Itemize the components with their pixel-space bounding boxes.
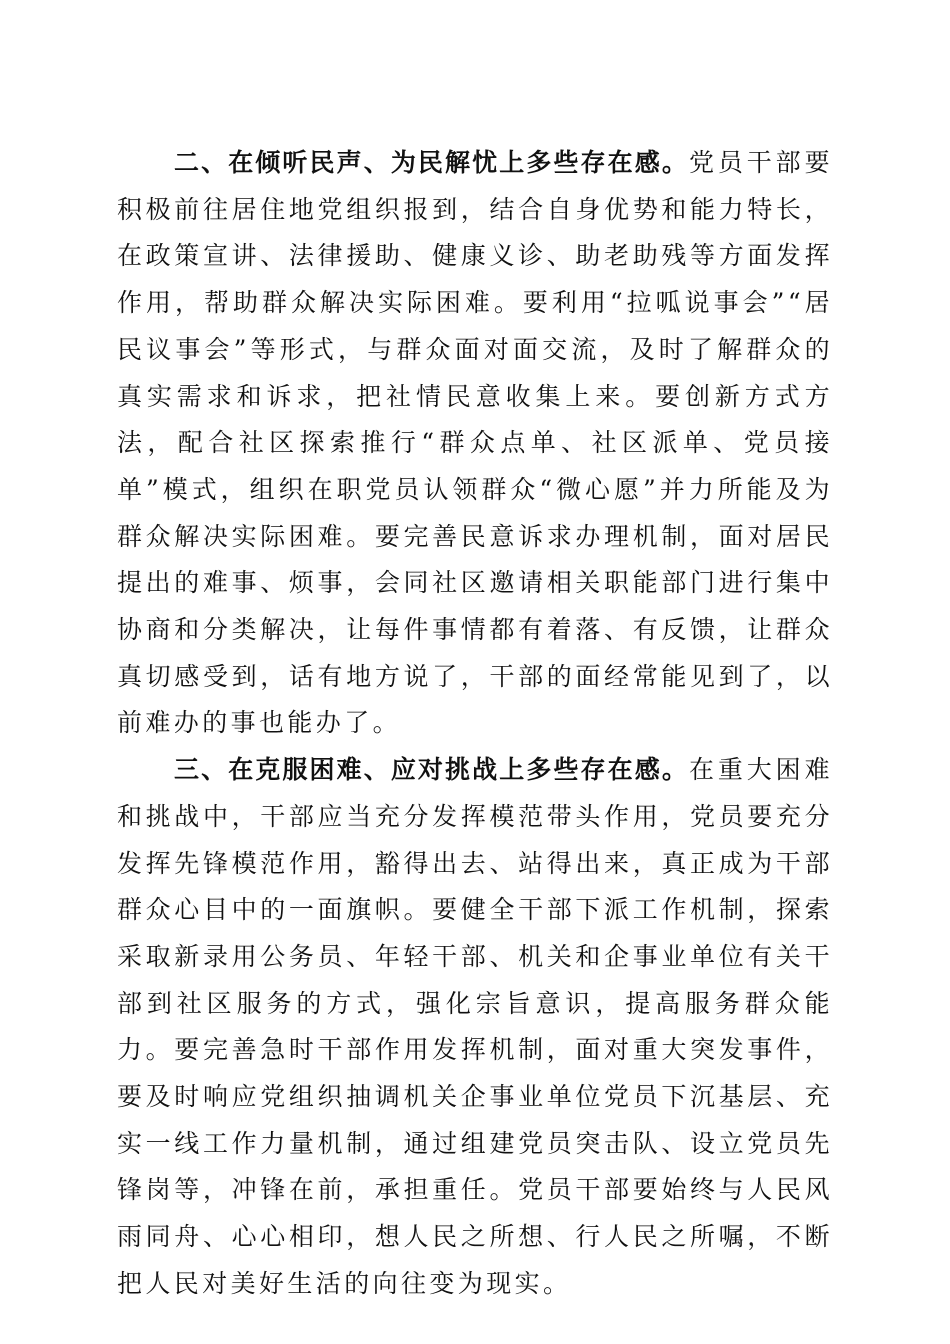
section-3-heading: 三、在克服困难、应对挑战上多些存在感。 — [174, 755, 689, 785]
section-3-body: 在重大困难和挑战中，干部应当充分发挥模范带头作用，党员要充分发挥先锋模范作用，豁得出去、站得出来，真正成为干部群众心目中的一面旗帜。要健全干部下派工作机制，探索采取新录用公务员、年轻干部、机关和企事业单位有关干部到社区服务的方式，强化宗旨意识，提高服务群众能力。要完善急时干部作用发挥机制，面对重大突发事件，要及时响应党组织抽调机关企事业单位党员下沉基层、充实一线工作力量机制，通过组建党员突击队、设立党员先锋岗等，冲锋在前，承担重任。党员干部要始终与人民风雨同舟、心心相印，想人民之所想、行人民之所嘱，不断把人民对美好生活的向往变为现实。 — [117, 755, 833, 1298]
paragraph-section-2 — [117, 140, 833, 747]
paragraph-section-3 — [117, 747, 833, 1307]
section-2-body: 党员干部要积极前往居住地党组织报到，结合自身优势和能力特长，在政策宣讲、法律援助、健康义诊、助老助残等方面发挥作用，帮助群众解决实际困难。要利用“拉呱说事会”“居民议事会”等形式，与群众面对面交流，及时了解群众的真实需求和诉求，把社情民意收集上来。要创新方式方法，配合社区探索推行“群众点单、社区派单、党员接单”模式，组织在职党员认领群众“微心愿”并力所能及为群众解决实际困难。要完善民意诉求办理机制，面对居民提出的难事、烦事，会同社区邀请相关职能部门进行集中协商和分类解决，让每件事情都有着落、有反馈，让群众真切感受到，话有地方说了，干部的面经常能见到了，以前难办的事也能办了。 — [117, 148, 833, 738]
document-body — [117, 140, 833, 1308]
section-2-heading: 二、在倾听民声、为民解忧上多些存在感。 — [174, 148, 689, 177]
